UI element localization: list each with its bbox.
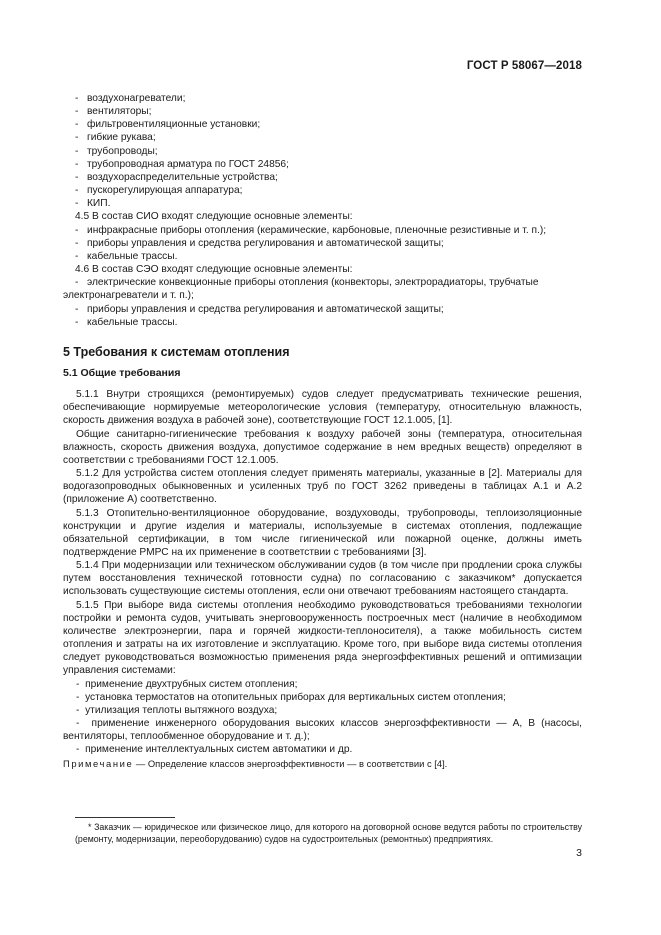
paragraph-5-1-4: 5.1.4 При модернизации или техническом обслуживании судов (в том числе при продлении срока службы путем восстановления технической готовности судна) по согласованию с заказчиком* допускается использовать существующие системы отопления, если они отвечают требованиям настоящего стандарта. — [63, 560, 582, 598]
paragraph-5-1-1: 5.1.1 Внутри строящихся (ремонтируемых) судов следует предусматривать технические решения, обеспечивающие нормируемые метеорологические условия (температуру, относительную влажность, скорость движения воздуха в рабочей зоне), соответствующие ГОСТ 12.1.005, [1]. — [63, 389, 582, 427]
list-seo — [63, 276, 582, 329]
list-item: - фильтровентиляционные установки; — [75, 119, 261, 131]
list-item: - применение двухтрубных систем отопления; — [76, 678, 298, 690]
list-item: - пускорегулирующая аппаратура; — [75, 185, 243, 197]
list-item: - воздухораспределительные устройства; — [75, 171, 278, 183]
paragraph-5-1-5: 5.1.5 При выборе вида системы отопления необходимо руководствоваться требованиями технологии постройки и ремонта судов, учитывать энерговооруженность построечных мест (наличие в необходимом количестве электроэнергии, пара и горячей жидкости-теплоносителя), а также мобильность систем отопления и затраты на их изготовление и эксплуатацию. Кроме того, при выборе вида системы отопления следует руководствоваться возможностью применения ряда энергоэффективных решений и оптимизации управления системами: — [63, 599, 582, 677]
paragraph-5-1-3: 5.1.3 Отопительно-вентиляционное оборудование, воздуховоды, трубопроводы, теплоизоляционные конструкции и другие изделия и материалы, используемые в системах отопления, подлежащие обязательной сертификации, в том числе гигиенической или пожарной оценке, должны иметь подтверждение РМРС на их применение в соответствии с требованиями [3]. — [63, 507, 582, 558]
list-item: - утилизация теплоты вытяжного воздуха; — [76, 704, 278, 716]
section-heading: 5 Требования к системам отопления — [63, 344, 290, 359]
page-body — [63, 92, 582, 770]
list-item: - воздухонагреватели; — [75, 93, 186, 104]
list-item: - КИП. — [75, 198, 111, 210]
paragraph-4-5: 4.5 В состав СИО входят следующие основные элементы: — [75, 211, 353, 223]
list-equipment — [75, 92, 582, 210]
subsection-heading: 5.1 Общие требования — [63, 366, 181, 379]
footnote: * Заказчик — юридическое или физическое лицо, для которого на договорной основе ведутся работы по строительству (ремонту, модернизации, переоборудованию) судов на судостроительных (ремонтных) предприятиях. — [75, 822, 582, 844]
list-item: - кабельные трассы. — [75, 250, 178, 262]
list-item: - применение инженерного оборудования высоких классов энергоэффективности — А, В (насосы, вентиляторы, теплообменное оборудование и т. д.); — [63, 718, 582, 743]
standard-code: ГОСТ Р 58067—2018 — [466, 60, 582, 72]
list-item: - трубопроводная арматура по ГОСТ 24856; — [75, 158, 289, 170]
paragraph-5-1-2: 5.1.2 Для устройства систем отопления следует применять материалы, указанные в [2]. Материалы для водогазопроводных обыкновенных и усиленных труб по ГОСТ 3262 приведены в таблицах А.1 и А.2 (приложение А) соответственно. — [63, 468, 582, 506]
list-item: - установка термостатов на отопительных приборах для вертикальных систем отопления; — [76, 691, 506, 703]
section-5-1-body — [63, 388, 582, 770]
list-item: - применение интеллектуальных систем автоматики и др. — [76, 744, 353, 756]
page-number: 3 — [576, 847, 582, 859]
list-item: - электрические конвекционные приборы отопления (конвекторы, электрорадиаторы, трубчатые — [75, 277, 539, 289]
paragraph-general-requirements: Общие санитарно-гигиенические требования к воздуху рабочей зоны (температура, относительная влажность, скорость движения воздуха, допустимое содержание в нем вредных веществ) определяют в соответствии с требованиями ГОСТ 12.1.005. — [63, 428, 582, 466]
list-item: - приборы управления и средства регулирования и автоматической защиты; — [75, 237, 444, 249]
note-label: Примечание — [63, 757, 134, 769]
note — [63, 757, 582, 770]
list-item: - инфракрасные приборы отопления (керамические, карбоновые, пленочные резистивные и т. п.); — [75, 224, 547, 236]
list-item-continuation: электронагреватели и т. п.); — [63, 290, 194, 302]
list-energy-efficiency — [63, 678, 582, 757]
list-item: - кабельные трассы. — [75, 316, 178, 328]
paragraph-4-6: 4.6 В состав СЭО входят следующие основные элементы: — [75, 264, 353, 276]
list-sio — [75, 224, 582, 263]
list-item: - вентиляторы; — [75, 106, 152, 118]
list-item: - трубопроводы; — [75, 145, 158, 157]
note-text: — Определение классов энергоэффективности — в соответствии с [4]. — [135, 757, 448, 769]
footnote-divider — [75, 817, 175, 818]
list-item: - гибкие рукава; — [75, 132, 156, 144]
list-item: - приборы управления и средства регулирования и автоматической защиты; — [75, 303, 444, 315]
